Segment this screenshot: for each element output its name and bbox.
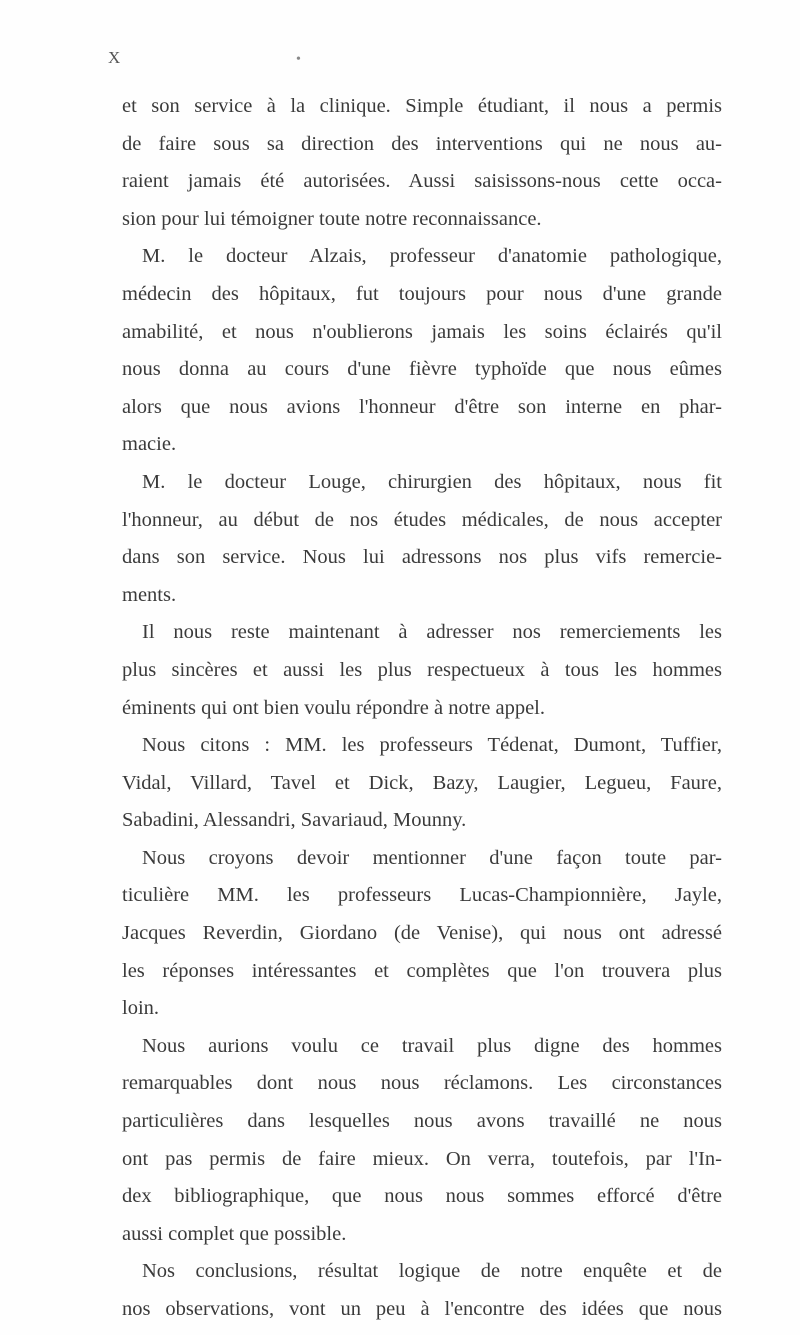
text-line: Il nous reste maintenant à adresser nos remerciements les <box>142 621 722 644</box>
text-line: Jacques Reverdin, Giordano (de Venise), qui nous ont adressé <box>122 922 722 945</box>
text-line: Nous aurions voulu ce travail plus digne des hommes <box>142 1034 722 1057</box>
text-line: remarquables dont nous nous réclamons. Les circonstances <box>122 1072 722 1095</box>
text-line: nous donna au cours d'une fièvre typhoïde que nous eûmes <box>122 358 722 381</box>
text-line: médecin des hôpitaux, fut toujours pour nous d'une grande <box>122 282 722 305</box>
text-line: raient jamais été autorisées. Aussi saisissons-nous cette occa- <box>122 170 722 193</box>
body-text <box>122 88 722 1329</box>
text-line: dex bibliographique, que nous nous sommes efforcé d'être <box>122 1185 722 1208</box>
page-number: X <box>108 48 122 67</box>
text-line: particulières dans lesquelles nous avons travaillé ne nous <box>122 1110 722 1133</box>
text-line: ont pas permis de faire mieux. On verra, toutefois, par l'In- <box>122 1147 722 1170</box>
text-line: et son service à la clinique. Simple étudiant, il nous a permis <box>122 95 722 117</box>
text-line: nos observations, vont un peu à l'encontre des idées que nous <box>122 1298 722 1320</box>
text-line: macie. <box>122 433 177 456</box>
text-line: loin. <box>122 997 160 1020</box>
text-line: ments. <box>122 583 177 606</box>
text-line: ticulière MM. les professeurs Lucas-Championnière, Jayle, <box>122 884 722 907</box>
text-line: sion pour lui témoigner toute notre reconnaissance. <box>122 207 542 230</box>
text-line: dans son service. Nous lui adressons nos plus vifs remercie- <box>122 546 722 569</box>
text-line: plus sincères et aussi les plus respectueux à tous les hommes <box>122 658 722 681</box>
text-line: éminents qui ont bien voulu répondre à notre appel. <box>122 696 545 719</box>
text-line: M. le docteur Alzais, professeur d'anatomie pathologique, <box>142 245 722 268</box>
text-line: de faire sous sa direction des interventions qui ne nous au- <box>122 132 722 155</box>
text-line: alors que nous avions l'honneur d'être son interne en phar- <box>122 395 722 418</box>
text-line: Nous citons : MM. les professeurs Tédenat, Dumont, Tuffier, <box>142 734 722 757</box>
text-line: l'honneur, au début de nos études médicales, de nous accepter <box>122 508 722 531</box>
text-line: Sabadini, Alessandri, Savariaud, Mounny. <box>122 809 467 832</box>
text-line: Nous croyons devoir mentionner d'une façon toute par- <box>142 846 722 869</box>
text-line: les réponses intéressantes et complètes que l'on trouvera plus <box>122 959 722 982</box>
text-line: amabilité, et nous n'oublierons jamais les soins éclairés qu'il <box>122 320 722 343</box>
text-line: Nos conclusions, résultat logique de notre enquête et de <box>142 1260 722 1283</box>
text-line: aussi complet que possible. <box>122 1222 347 1245</box>
text-line: M. le docteur Louge, chirurgien des hôpitaux, nous fit <box>142 470 722 493</box>
page-mark: • <box>296 52 301 67</box>
text-line: Vidal, Villard, Tavel et Dick, Bazy, Laugier, Legueu, Faure, <box>122 771 722 794</box>
